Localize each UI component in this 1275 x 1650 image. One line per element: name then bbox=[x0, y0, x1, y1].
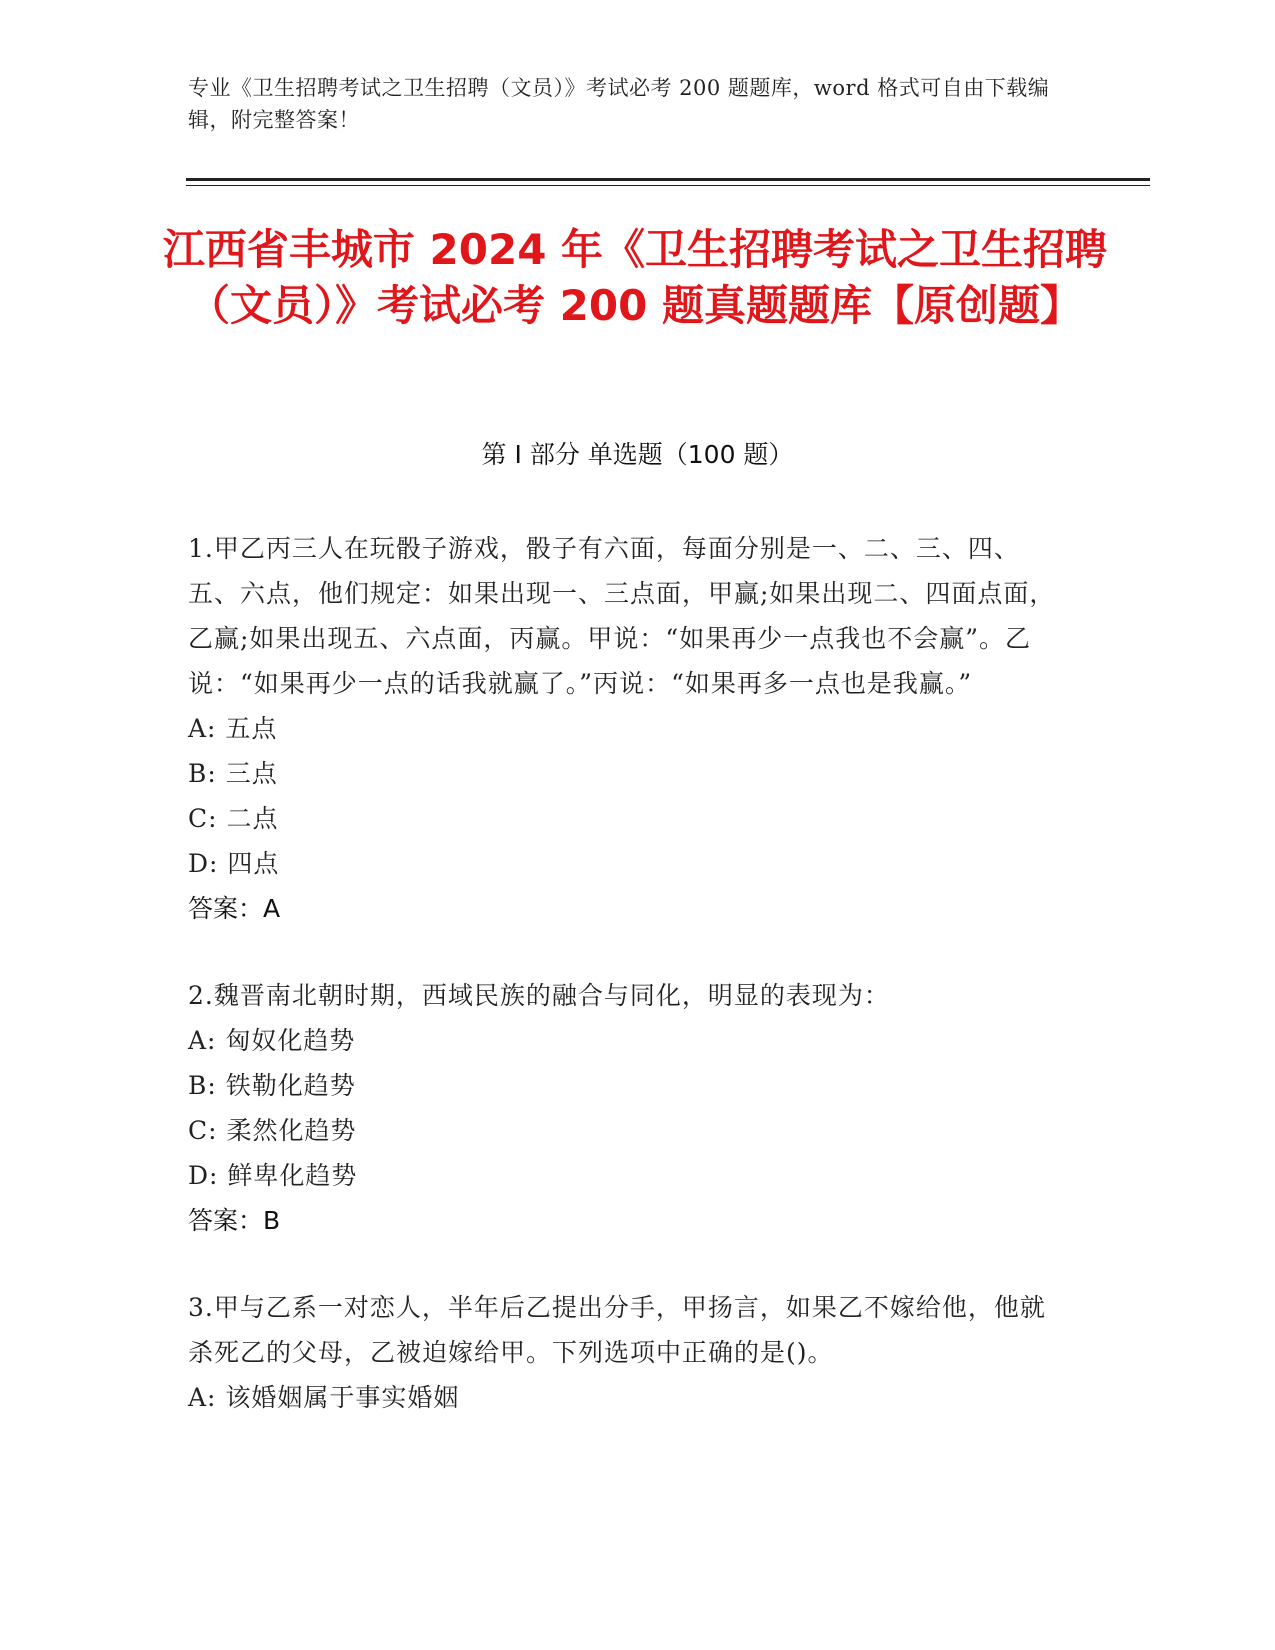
question-3 bbox=[188, 1285, 1068, 1420]
option-c: C: 二点 bbox=[188, 804, 279, 833]
question-list bbox=[188, 526, 1068, 1462]
option-c: C: 柔然化趋势 bbox=[188, 1116, 357, 1145]
section-title: 第 I 部分 单选题（100 题） bbox=[481, 440, 794, 469]
question-stem: 3.甲与乙系一对恋人，半年后乙提出分手，甲扬言，如果乙不嫁给他，他就杀死乙的父母，乙被迫嫁给甲。下列选项中正确的是()。 bbox=[188, 1293, 1046, 1367]
question-2 bbox=[188, 973, 1068, 1243]
question-stem: 2.魏晋南北朝时期，西域民族的融合与同化，明显的表现为： bbox=[188, 981, 890, 1010]
option-a: A: 匈奴化趋势 bbox=[188, 1026, 356, 1055]
document-title: 江西省丰城市 2024 年《卫生招聘考试之卫生招聘（文员）》考试必考 200 题真题题库【原创题】 bbox=[162, 225, 1108, 330]
option-b: B: 铁勒化趋势 bbox=[188, 1071, 356, 1100]
option-b: B: 三点 bbox=[188, 759, 278, 788]
option-a: A: 五点 bbox=[188, 714, 278, 743]
header-note: 专业《卫生招聘考试之卫生招聘（文员）》考试必考 200 题题库，word 格式可自由下载编辑，附完整答案！ bbox=[188, 76, 1050, 132]
header-rule-thin bbox=[186, 185, 1150, 186]
question-stem: 1.甲乙丙三人在玩骰子游戏，骰子有六面，每面分别是一、二、三、四、五、六点，他们规定：如果出现一、三点面，甲赢;如果出现二、四面点面，乙赢;如果出现五、六点面，丙赢。甲说：“如果再少一点我也不会赢”。乙说：“如果再少一点的话我就赢了。”丙说：“如果再多一点也是我赢。” bbox=[188, 534, 1056, 698]
header-rule-thick bbox=[186, 178, 1150, 181]
answer: 答案：A bbox=[188, 894, 281, 923]
option-d: D: 四点 bbox=[188, 849, 280, 878]
answer: 答案：B bbox=[188, 1206, 281, 1235]
option-a: A: 该婚姻属于事实婚姻 bbox=[188, 1383, 460, 1412]
option-d: D: 鲜卑化趋势 bbox=[188, 1161, 358, 1190]
question-1 bbox=[188, 526, 1068, 931]
